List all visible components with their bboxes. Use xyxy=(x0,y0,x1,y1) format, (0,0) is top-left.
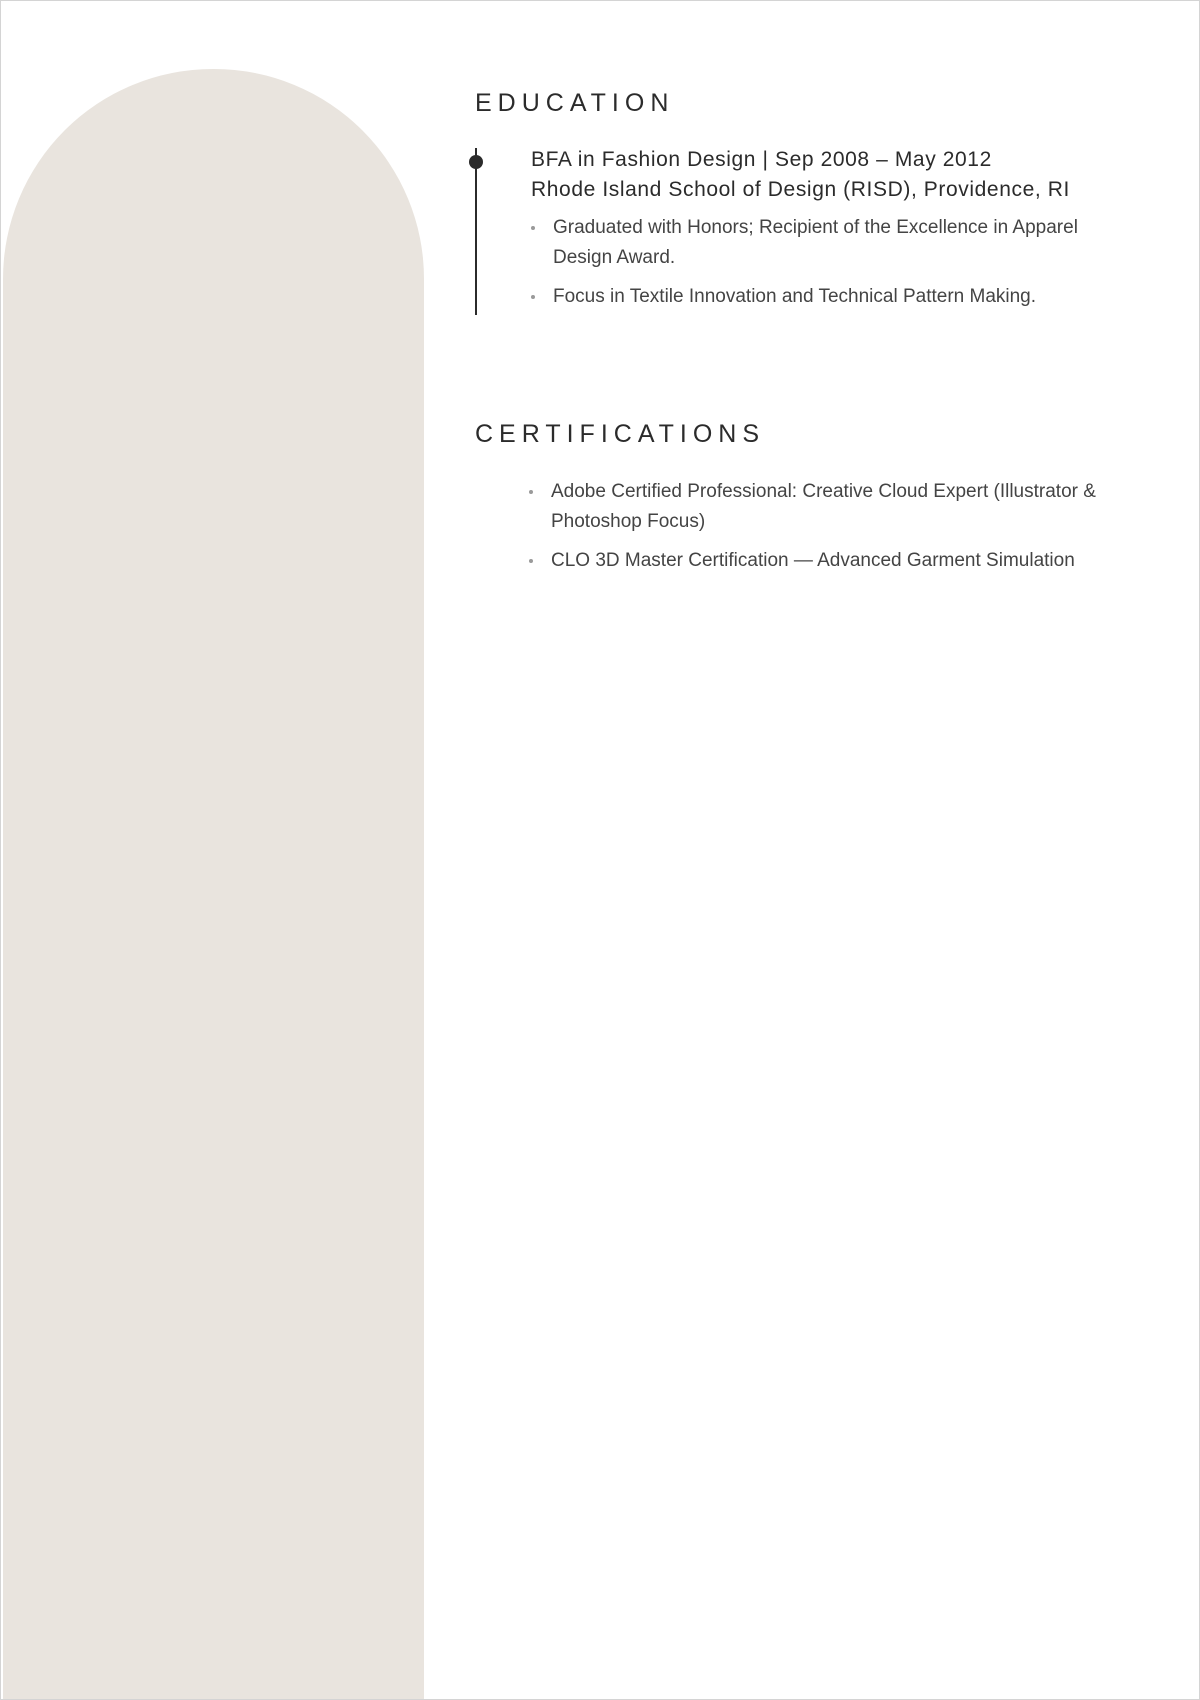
education-bullet-list xyxy=(531,213,1131,321)
list-item xyxy=(529,477,1139,537)
bullet-icon xyxy=(531,226,535,230)
certifications-bullet-list xyxy=(529,477,1139,585)
degree-title: BFA in Fashion Design | Sep 2008 – May 2012 xyxy=(531,148,992,171)
list-item-text: Focus in Textile Innovation and Technical Pattern Making. xyxy=(553,286,1037,307)
list-item-text: Adobe Certified Professional: Creative Cloud Expert (Illustrator & Photoshop Focus) xyxy=(551,481,1096,532)
list-item-text: Graduated with Honors; Recipient of the Excellence in Apparel Design Award. xyxy=(553,217,1078,268)
list-item-text: CLO 3D Master Certification — Advanced Garment Simulation xyxy=(551,550,1075,571)
list-item xyxy=(531,213,1131,273)
certifications-heading: CERTIFICATIONS xyxy=(475,420,766,448)
timeline-dot-icon xyxy=(469,155,483,169)
decorative-arch-shape xyxy=(3,69,424,1700)
education-heading: EDUCATION xyxy=(475,89,675,117)
school-name: Rhode Island School of Design (RISD), Providence, RI xyxy=(531,178,1070,201)
list-item xyxy=(529,546,1139,576)
timeline-line xyxy=(475,148,477,315)
bullet-icon xyxy=(529,559,533,563)
bullet-icon xyxy=(529,490,533,494)
list-item xyxy=(531,282,1131,312)
bullet-icon xyxy=(531,295,535,299)
